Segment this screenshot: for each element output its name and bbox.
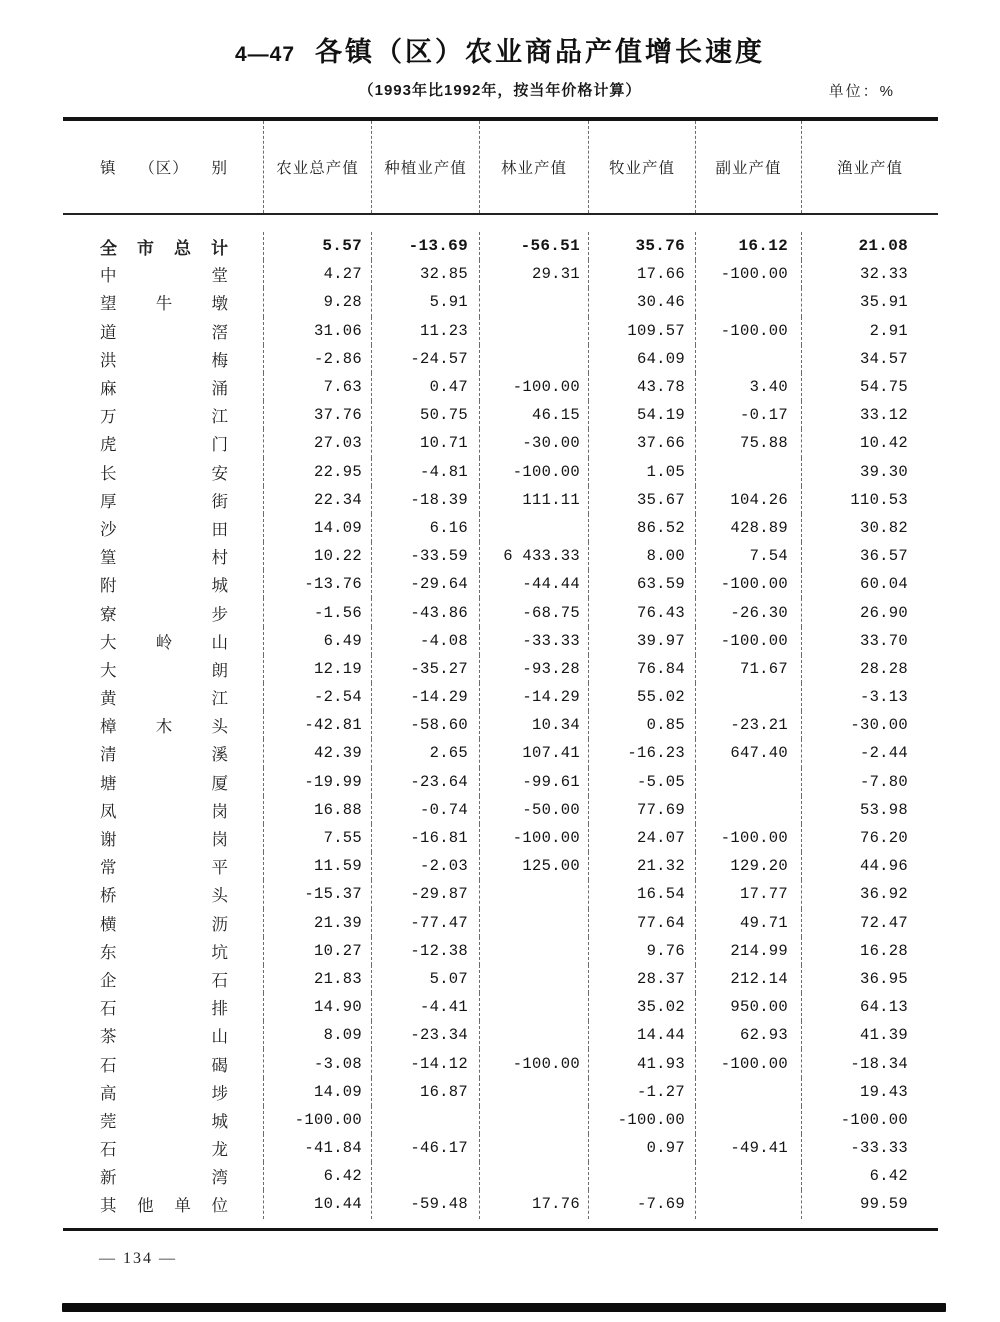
table-cell-fishery: 16.28 (801, 937, 938, 965)
table-cell-sideline: 214.99 (695, 937, 801, 965)
table-cell-agriculture-total: 12.19 (263, 655, 371, 683)
table-cell-agriculture-total: -2.86 (263, 345, 371, 373)
town-name: 新 湾 (100, 1168, 228, 1188)
table-cell-forestry: -33.33 (479, 627, 588, 655)
table-cell-husbandry: 35.76 (588, 232, 695, 260)
table-cell-agriculture-total: -3.08 (263, 1049, 371, 1077)
column-header-forestry: 林业产值 (479, 121, 588, 213)
table-cell-planting: -12.38 (371, 937, 479, 965)
table-cell-planting: -77.47 (371, 909, 479, 937)
town-name: 石 龙 (100, 1140, 228, 1160)
table-cell-planting: 5.07 (371, 965, 479, 993)
table-row (63, 373, 938, 401)
town-name: 虎 门 (100, 435, 228, 455)
table-cell-forestry: -100.00 (479, 373, 588, 401)
table-cell-forestry (479, 317, 588, 345)
table-cell-forestry: -14.29 (479, 683, 588, 711)
table-cell-planting: 6.16 (371, 514, 479, 542)
table-cell-husbandry: 55.02 (588, 683, 695, 711)
town-name: 全 市 总 计 (100, 238, 228, 258)
table-cell-forestry: -44.44 (479, 570, 588, 598)
table-cell-agriculture-total: -100.00 (263, 1106, 371, 1134)
table-cell-husbandry: 41.93 (588, 1049, 695, 1077)
town-name: 寮 步 (100, 604, 228, 624)
table-row (63, 683, 938, 711)
table-number: 4—47 (234, 43, 296, 66)
table-cell-husbandry: 54.19 (588, 401, 695, 429)
table-cell-sideline: 71.67 (695, 655, 801, 683)
table-row (63, 880, 938, 908)
table-cell-sideline: 104.26 (695, 486, 801, 514)
town-name: 莞 城 (100, 1111, 228, 1131)
table-cell-husbandry: 1.05 (588, 458, 695, 486)
table-row (63, 542, 938, 570)
table-cell-planting: -2.03 (371, 852, 479, 880)
table-row (63, 429, 938, 457)
table-cell-fishery: 36.57 (801, 542, 938, 570)
table-cell-forestry: -68.75 (479, 598, 588, 626)
table-cell-planting: -18.39 (371, 486, 479, 514)
table-row (63, 1078, 938, 1106)
table-cell-agriculture-total: 21.39 (263, 909, 371, 937)
table-cell-sideline: 212.14 (695, 965, 801, 993)
table-cell-planting: -13.69 (371, 232, 479, 260)
table-cell-planting: 2.65 (371, 739, 479, 767)
table-cell-fishery: -100.00 (801, 1106, 938, 1134)
town-name: 大 岭 山 (100, 632, 228, 652)
table-cell-agriculture-total: 8.09 (263, 1021, 371, 1049)
table-cell-fishery: 99.59 (801, 1190, 938, 1218)
table-row (63, 514, 938, 542)
table-cell-planting: 16.87 (371, 1078, 479, 1106)
table-header-row (63, 121, 938, 215)
table-cell-agriculture-total: 14.09 (263, 1078, 371, 1106)
table-cell-planting: -29.64 (371, 570, 479, 598)
table-cell-husbandry: 63.59 (588, 570, 695, 598)
table-cell-fishery: 54.75 (801, 373, 938, 401)
table-cell-planting: 32.85 (371, 260, 479, 288)
table-cell-forestry: 6 433.33 (479, 542, 588, 570)
town-name: 黄 江 (100, 689, 228, 709)
table-cell-forestry: 46.15 (479, 401, 588, 429)
table-cell-fishery: 60.04 (801, 570, 938, 598)
title-row (0, 30, 1000, 69)
town-name: 高 埗 (100, 1083, 228, 1103)
table-cell-sideline (695, 1162, 801, 1190)
table-cell-forestry: -50.00 (479, 796, 588, 824)
table-cell-agriculture-total: -13.76 (263, 570, 371, 598)
table-row (63, 739, 938, 767)
statistics-table (63, 117, 938, 1231)
table-cell-husbandry: 9.76 (588, 937, 695, 965)
table-cell-forestry (479, 909, 588, 937)
table-cell-sideline (695, 345, 801, 373)
table-cell-husbandry: 14.44 (588, 1021, 695, 1049)
town-name: 茶 山 (100, 1027, 228, 1047)
table-row (63, 852, 938, 880)
table-row (63, 768, 938, 796)
table-cell-sideline: 129.20 (695, 852, 801, 880)
table-cell-fishery: 6.42 (801, 1162, 938, 1190)
table-cell-agriculture-total: 10.22 (263, 542, 371, 570)
column-header-agriculture-total: 农业总产值 (263, 121, 371, 213)
table-row (63, 937, 938, 965)
column-header-husbandry: 牧业产值 (588, 121, 695, 213)
table-cell-sideline: -100.00 (695, 627, 801, 655)
table-cell-forestry: 111.11 (479, 486, 588, 514)
table-cell-planting: -59.48 (371, 1190, 479, 1218)
table-cell-husbandry: 17.66 (588, 260, 695, 288)
town-name: 道 滘 (100, 322, 228, 342)
page-bottom-scan-bar (62, 1303, 946, 1312)
table-cell-agriculture-total: 4.27 (263, 260, 371, 288)
table-cell-planting: -0.74 (371, 796, 479, 824)
table-row (63, 1190, 938, 1218)
table-cell-sideline (695, 288, 801, 316)
table-cell-planting: -4.08 (371, 627, 479, 655)
table-row (63, 1021, 938, 1049)
table-cell-husbandry: -100.00 (588, 1106, 695, 1134)
table-cell-planting: -23.64 (371, 768, 479, 796)
table-row (63, 1134, 938, 1162)
table-cell-sideline: -23.21 (695, 711, 801, 739)
table-cell-sideline: -100.00 (695, 260, 801, 288)
table-cell-forestry (479, 937, 588, 965)
table-cell-agriculture-total: 14.09 (263, 514, 371, 542)
table-cell-forestry: -56.51 (479, 232, 588, 260)
table-cell-forestry: -30.00 (479, 429, 588, 457)
table-cell-forestry: -99.61 (479, 768, 588, 796)
table-cell-husbandry: -1.27 (588, 1078, 695, 1106)
town-name: 中 堂 (100, 266, 228, 286)
table-cell-husbandry: 76.84 (588, 655, 695, 683)
table-cell-agriculture-total: 14.90 (263, 993, 371, 1021)
town-name: 石 碣 (100, 1055, 228, 1075)
table-cell-fishery: -33.33 (801, 1134, 938, 1162)
table-row (63, 909, 938, 937)
table-cell-fishery: -7.80 (801, 768, 938, 796)
table-cell-agriculture-total: 22.95 (263, 458, 371, 486)
table-cell-sideline (695, 1190, 801, 1218)
table-cell-agriculture-total: -2.54 (263, 683, 371, 711)
town-name: 望 牛 墩 (100, 294, 228, 314)
town-name: 横 沥 (100, 914, 228, 934)
column-header-town-label: 镇 （区） 别 (100, 160, 228, 177)
table-cell-fishery: 110.53 (801, 486, 938, 514)
table-cell-fishery: 10.42 (801, 429, 938, 457)
table-row (63, 232, 938, 260)
table-cell-husbandry: 35.67 (588, 486, 695, 514)
table-cell-sideline (695, 1078, 801, 1106)
table-cell-planting: 50.75 (371, 401, 479, 429)
table-cell-fishery: -18.34 (801, 1049, 938, 1077)
table-cell-forestry (479, 288, 588, 316)
table-cell-sideline: 49.71 (695, 909, 801, 937)
table-row (63, 655, 938, 683)
table-cell-agriculture-total: -41.84 (263, 1134, 371, 1162)
table-row (63, 317, 938, 345)
table-cell-husbandry: 76.43 (588, 598, 695, 626)
table-cell-agriculture-total: 22.34 (263, 486, 371, 514)
table-cell-fishery: 35.91 (801, 288, 938, 316)
table-cell-sideline: 16.12 (695, 232, 801, 260)
town-name: 石 排 (100, 999, 228, 1019)
table-cell-fishery: -3.13 (801, 683, 938, 711)
table-row (63, 796, 938, 824)
table-cell-sideline (695, 683, 801, 711)
table-cell-forestry (479, 993, 588, 1021)
column-header-sideline: 副业产值 (695, 121, 801, 213)
table-cell-planting: -14.29 (371, 683, 479, 711)
table-cell-husbandry: 39.97 (588, 627, 695, 655)
table-cell-planting (371, 1106, 479, 1134)
table-cell-fishery: 53.98 (801, 796, 938, 824)
table-cell-sideline: -100.00 (695, 824, 801, 852)
table-row (63, 260, 938, 288)
table-cell-agriculture-total: 21.83 (263, 965, 371, 993)
table-cell-forestry (479, 345, 588, 373)
table-row (63, 288, 938, 316)
unit-label: 单位：% (828, 83, 895, 100)
table-cell-planting: -46.17 (371, 1134, 479, 1162)
table-cell-agriculture-total: 6.42 (263, 1162, 371, 1190)
table-cell-husbandry: 86.52 (588, 514, 695, 542)
page-number: — 134 — (99, 1249, 177, 1267)
table-row (63, 1106, 938, 1134)
table-cell-husbandry: 24.07 (588, 824, 695, 852)
table-cell-forestry: -100.00 (479, 824, 588, 852)
table-cell-forestry (479, 514, 588, 542)
table-cell-fishery: 41.39 (801, 1021, 938, 1049)
subtitle-row (0, 79, 1000, 103)
table-cell-planting: -4.81 (371, 458, 479, 486)
table-row (63, 965, 938, 993)
table-cell-planting: 11.23 (371, 317, 479, 345)
table-cell-planting: -35.27 (371, 655, 479, 683)
table-cell-planting: 5.91 (371, 288, 479, 316)
table-cell-forestry (479, 1078, 588, 1106)
table-cell-planting: -29.87 (371, 880, 479, 908)
table-cell-husbandry: -7.69 (588, 1190, 695, 1218)
table-body (63, 215, 938, 1228)
table-cell-agriculture-total: -1.56 (263, 598, 371, 626)
table-cell-husbandry: -16.23 (588, 739, 695, 767)
table-cell-forestry: 17.76 (479, 1190, 588, 1218)
table-cell-husbandry: 8.00 (588, 542, 695, 570)
table-cell-fishery: 28.28 (801, 655, 938, 683)
table-cell-sideline: 7.54 (695, 542, 801, 570)
table-cell-sideline: 75.88 (695, 429, 801, 457)
table-cell-sideline: 647.40 (695, 739, 801, 767)
table-cell-agriculture-total: 37.76 (263, 401, 371, 429)
table-row (63, 458, 938, 486)
town-name: 樟 木 头 (100, 717, 228, 737)
table-cell-agriculture-total: 11.59 (263, 852, 371, 880)
table-row (63, 401, 938, 429)
table-cell-forestry (479, 1162, 588, 1190)
table-cell-fishery: 34.57 (801, 345, 938, 373)
table-cell-forestry (479, 1021, 588, 1049)
table-cell-fishery: 39.30 (801, 458, 938, 486)
table-cell-fishery: 2.91 (801, 317, 938, 345)
table-cell-sideline: -49.41 (695, 1134, 801, 1162)
table-cell-sideline (695, 458, 801, 486)
table-cell-sideline: 950.00 (695, 993, 801, 1021)
table-cell-husbandry: 77.64 (588, 909, 695, 937)
table-cell-fishery: 26.90 (801, 598, 938, 626)
table-cell-fishery: 36.92 (801, 880, 938, 908)
table-cell-husbandry: 0.85 (588, 711, 695, 739)
table-cell-sideline (695, 768, 801, 796)
table-cell-planting: -14.12 (371, 1049, 479, 1077)
table-cell-sideline: 62.93 (695, 1021, 801, 1049)
table-cell-agriculture-total: 5.57 (263, 232, 371, 260)
town-name: 篁 村 (100, 548, 228, 568)
table-cell-sideline: 3.40 (695, 373, 801, 401)
table-cell-forestry: 107.41 (479, 739, 588, 767)
town-name: 桥 头 (100, 886, 228, 906)
table-cell-sideline: -100.00 (695, 1049, 801, 1077)
table-cell-husbandry: -5.05 (588, 768, 695, 796)
table-cell-husbandry: 37.66 (588, 429, 695, 457)
table-cell-forestry: -100.00 (479, 1049, 588, 1077)
table-cell-sideline: 17.77 (695, 880, 801, 908)
table-cell-agriculture-total: 10.44 (263, 1190, 371, 1218)
table-cell-husbandry (588, 1162, 695, 1190)
table-cell-sideline: -100.00 (695, 570, 801, 598)
table-cell-agriculture-total: 7.63 (263, 373, 371, 401)
table-cell-fishery: -30.00 (801, 711, 938, 739)
town-name: 凤 岗 (100, 801, 228, 821)
page-title: 各镇（区）农业商品产值增长速度 (315, 37, 766, 67)
table-cell-forestry (479, 965, 588, 993)
table-cell-agriculture-total: -42.81 (263, 711, 371, 739)
table-row (63, 345, 938, 373)
table-cell-fishery: 33.12 (801, 401, 938, 429)
table-cell-planting: -23.34 (371, 1021, 479, 1049)
table-cell-fishery: 33.70 (801, 627, 938, 655)
table-cell-sideline: -0.17 (695, 401, 801, 429)
table-cell-fishery: 19.43 (801, 1078, 938, 1106)
table-cell-agriculture-total: 6.49 (263, 627, 371, 655)
table-cell-husbandry: 28.37 (588, 965, 695, 993)
table-cell-fishery: 64.13 (801, 993, 938, 1021)
table-cell-agriculture-total: 9.28 (263, 288, 371, 316)
table-row (63, 711, 938, 739)
table-cell-fishery: 72.47 (801, 909, 938, 937)
table-row (63, 1162, 938, 1190)
table-cell-husbandry: 16.54 (588, 880, 695, 908)
table-cell-sideline (695, 796, 801, 824)
table-cell-forestry (479, 1134, 588, 1162)
table-cell-sideline: -26.30 (695, 598, 801, 626)
town-name: 厚 街 (100, 491, 228, 511)
table-cell-husbandry: 21.32 (588, 852, 695, 880)
table-row (63, 598, 938, 626)
table-cell-forestry: 29.31 (479, 260, 588, 288)
table-cell-agriculture-total: 16.88 (263, 796, 371, 824)
table-cell-agriculture-total: -19.99 (263, 768, 371, 796)
table-row (63, 486, 938, 514)
column-header-town (63, 121, 263, 213)
table-cell-forestry (479, 880, 588, 908)
table-cell-husbandry: 109.57 (588, 317, 695, 345)
table-cell-husbandry: 64.09 (588, 345, 695, 373)
table-row (63, 627, 938, 655)
table-cell-agriculture-total: 42.39 (263, 739, 371, 767)
table-cell-sideline (695, 1106, 801, 1134)
table-cell-agriculture-total: -15.37 (263, 880, 371, 908)
town-name: 企 石 (100, 970, 228, 990)
column-header-fishery: 渔业产值 (801, 121, 938, 213)
town-name: 沙 田 (100, 519, 228, 539)
table-cell-agriculture-total: 27.03 (263, 429, 371, 457)
table-row (63, 993, 938, 1021)
town-name: 其 他 单 位 (100, 1196, 228, 1216)
table-cell-husbandry: 35.02 (588, 993, 695, 1021)
table-cell-planting: 0.47 (371, 373, 479, 401)
table-cell-forestry: 125.00 (479, 852, 588, 880)
town-name: 常 平 (100, 858, 228, 878)
table-cell-planting: -24.57 (371, 345, 479, 373)
town-name: 长 安 (100, 463, 228, 483)
table-cell-planting (371, 1162, 479, 1190)
table-row (63, 824, 938, 852)
table-cell-husbandry: 0.97 (588, 1134, 695, 1162)
table-cell-fishery: 44.96 (801, 852, 938, 880)
table-cell-fishery: 30.82 (801, 514, 938, 542)
town-name: 清 溪 (100, 745, 228, 765)
table-cell-forestry (479, 1106, 588, 1134)
table-cell-agriculture-total: 7.55 (263, 824, 371, 852)
table-cell-planting: -33.59 (371, 542, 479, 570)
town-name: 谢 岗 (100, 830, 228, 850)
table-cell-husbandry: 30.46 (588, 288, 695, 316)
table-row (63, 570, 938, 598)
table-cell-planting: -4.41 (371, 993, 479, 1021)
table-row (63, 1049, 938, 1077)
table-cell-forestry: 10.34 (479, 711, 588, 739)
table-cell-sideline: -100.00 (695, 317, 801, 345)
table-cell-fishery: 36.95 (801, 965, 938, 993)
town-name: 麻 涌 (100, 379, 228, 399)
town-name: 万 江 (100, 407, 228, 427)
table-cell-sideline: 428.89 (695, 514, 801, 542)
table-cell-husbandry: 43.78 (588, 373, 695, 401)
subtitle: （1993年比1992年，按当年价格计算） (358, 82, 642, 99)
town-name: 附 城 (100, 576, 228, 596)
table-cell-fishery: 21.08 (801, 232, 938, 260)
table-cell-fishery: 76.20 (801, 824, 938, 852)
table-cell-planting: -43.86 (371, 598, 479, 626)
town-name: 大 朗 (100, 660, 228, 680)
town-name: 东 坑 (100, 942, 228, 962)
town-name: 洪 梅 (100, 350, 228, 370)
table-cell-forestry: -93.28 (479, 655, 588, 683)
column-header-planting: 种植业产值 (371, 121, 479, 213)
table-cell-planting: 10.71 (371, 429, 479, 457)
table-cell-forestry: -100.00 (479, 458, 588, 486)
table-cell-agriculture-total: 31.06 (263, 317, 371, 345)
table-cell-fishery: 32.33 (801, 260, 938, 288)
table-cell-husbandry: 77.69 (588, 796, 695, 824)
table-cell-fishery: -2.44 (801, 739, 938, 767)
table-cell-agriculture-total: 10.27 (263, 937, 371, 965)
table-cell-planting: -58.60 (371, 711, 479, 739)
town-name: 塘 厦 (100, 773, 228, 793)
table-cell-planting: -16.81 (371, 824, 479, 852)
